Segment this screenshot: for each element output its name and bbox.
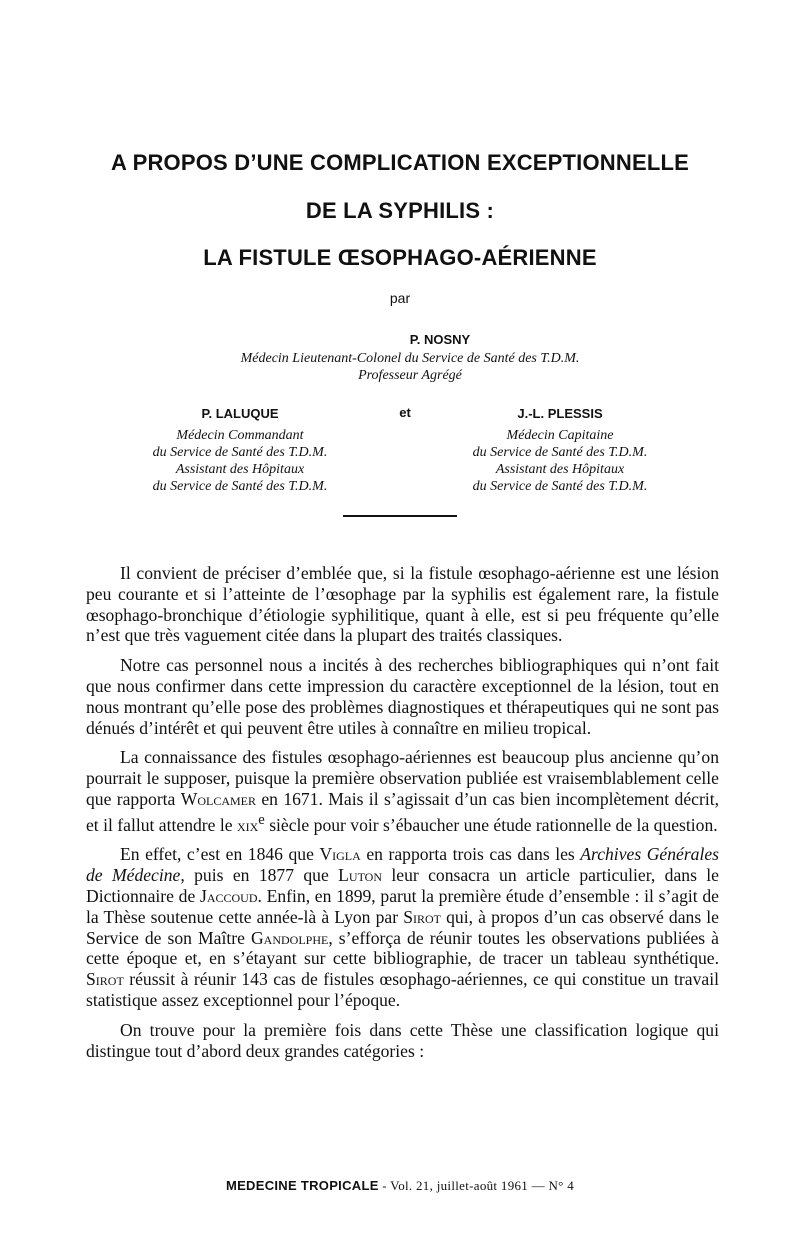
- paragraph-4-text-c: puis en 1877 que: [184, 865, 339, 886]
- section-divider: [343, 515, 457, 517]
- paragraph-3: [86, 747, 719, 835]
- footer-journal-name: MEDECINE TROPICALE: [225, 1178, 379, 1193]
- century-superscript: e: [258, 811, 265, 828]
- co-author-left-role-2: du Service de Santé des T.D.M.: [152, 445, 328, 460]
- paragraph-4-text-f: qui, à propos d’un cas observé dans le Service de son Maître: [86, 906, 719, 948]
- century-numeral: xix: [236, 814, 259, 835]
- footer-issue: - Vol. 21, juillet-août 1961 — N° 4: [378, 1178, 575, 1193]
- paragraph-4-text-b: en rapporta trois cas dans les: [360, 844, 581, 865]
- co-author-left-role-4: du Service de Santé des T.D.M.: [152, 479, 328, 494]
- article-title-line-3: LA FISTULE ŒSOPHAGO-AÉRIENNE: [203, 245, 597, 270]
- author-ref-luton: Luton: [338, 865, 383, 886]
- author-ref-sirot: Sirot: [403, 906, 441, 927]
- co-author-left-role-3: Assistant des Hôpitaux: [175, 462, 305, 477]
- paragraph-3-text-c: siècle pour voir s’ébaucher une étude rationnelle de la question.: [264, 814, 718, 835]
- paragraph-4-text-h: réussit à réunir 143 cas de fistules œsophago-aériennes, ce qui constitue un travail statistique assez exceptionnel pour l’époque.: [86, 969, 719, 1010]
- paragraph-2: Notre cas personnel nous a incités à des recherches bibliographiques qui n’ont fait que nous confirmer dans cette impression du caractère exceptionnel de la lésion, tout en nous montrant qu’elle pose des problèmes diagnostiques et thérapeutiques qui ne sont pas dénués d’intérêt et qui peuvent être utiles à connaître en milieu tropical.: [86, 655, 719, 738]
- paragraph-4: [86, 844, 719, 1010]
- page-footer: [0, 1178, 800, 1194]
- main-author-affiliation: [180, 350, 640, 384]
- paragraph-4-text-e: . Enfin, en 1899, parut la première étude d’ensemble : il s’agit de la Thèse soutenue cette année-là à Lyon par: [86, 886, 719, 927]
- co-author-left-name: P. LALUQUE: [201, 406, 279, 421]
- author-ref-wolcamer: Wolcamer: [180, 788, 257, 809]
- paragraph-4-text-a: En effet, c’est en 1846 que: [120, 844, 320, 865]
- article-title-line-2: DE LA SYPHILIS :: [305, 198, 495, 223]
- co-author-right: [425, 405, 695, 495]
- co-author-left: [105, 405, 375, 495]
- author-conjunction: et: [399, 405, 411, 420]
- author-ref-jaccoud: Jaccoud: [199, 886, 258, 907]
- co-author-right-role-3: Assistant des Hôpitaux: [495, 462, 625, 477]
- paragraph-3-text-a: La connaissance des fistules œsophago-aériennes est beaucoup plus ancienne qu’on pourrait le supposer, puisque la première observation publiée est vraisemblablement celle que rapporta: [86, 747, 719, 809]
- paragraph-3-text-b: en 1671. Mais il s’agissait d’un cas bien incomplètement décrit, et il fallut attendre le: [86, 788, 719, 835]
- paragraph-4-text-g: , s’efforça de réunir toutes les observations publiées à cette époque et, en s’étayant sur cette bibliographie, de tracer un tableau synthétique.: [86, 927, 719, 969]
- co-author-right-role-2: du Service de Santé des T.D.M.: [472, 445, 648, 460]
- paragraph-4-text-d: leur consacra un article particulier, dans le Dictionnaire de: [86, 865, 719, 907]
- co-author-left-role-1: Médecin Commandant: [176, 428, 304, 443]
- paragraph-5: On trouve pour la première fois dans cette Thèse une classification logique qui distingue tout d’abord deux grandes catégories :: [86, 1019, 719, 1061]
- main-author-role-line-2: Professeur Agrégé: [358, 368, 462, 383]
- byline-par: par: [389, 290, 411, 306]
- author-ref-gandolphe: Gandolphe: [250, 927, 329, 948]
- journal-ref-archives: Archives Générales de Médecine,: [86, 844, 720, 886]
- co-author-right-role-1: Médecin Capitaine: [506, 428, 614, 443]
- co-author-right-role-4: du Service de Santé des T.D.M.: [472, 479, 648, 494]
- paragraph-1: Il convient de préciser d’emblée que, si la fistule œsophago-aérienne est une lésion peu courante et si l’atteinte de l’œsophage par la syphilis est également rare, la fistule œsophago-bronchique d’étiologie syphilitique, quant à elle, est si peu fréquente qu’elle n’est que très vaguement citée dans la plupart des traités classiques.: [86, 563, 719, 646]
- co-author-right-name: J.-L. PLESSIS: [517, 406, 603, 421]
- main-author-role-line-1: Médecin Lieutenant-Colonel du Service de Santé des T.D.M.: [240, 351, 580, 366]
- author-ref-vigla: Vigla: [319, 844, 361, 865]
- article-body: [86, 563, 719, 1070]
- article-title-line-1: A PROPOS D’UNE COMPLICATION EXCEPTIONNELLE: [111, 150, 689, 175]
- main-author-name: P. NOSNY: [409, 332, 471, 347]
- author-ref-sirot-2: Sirot: [86, 969, 124, 990]
